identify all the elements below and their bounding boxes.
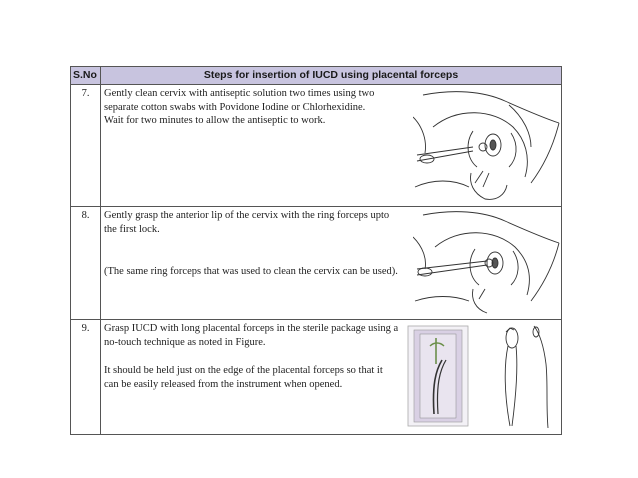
step-number: 9. bbox=[71, 320, 101, 434]
step-instruction: Grasp IUCD with long placental forceps in the sterile package using a no-touch technique as noted in Figure. bbox=[104, 323, 399, 348]
step-text-note bbox=[104, 265, 399, 279]
step-text bbox=[104, 209, 399, 236]
steps-column-header: Steps for insertion of IUCD using placental forceps bbox=[203, 69, 459, 81]
ring-forceps-grasp-illustration bbox=[413, 209, 561, 315]
table-row bbox=[71, 85, 561, 207]
step-content bbox=[101, 320, 561, 434]
step-instruction: Gently grasp the anterior lip of the cervix with the ring forceps upto the first lock. bbox=[104, 210, 390, 235]
table-row bbox=[71, 207, 561, 320]
iucd-package-and-placental-forceps-illustration bbox=[406, 324, 564, 430]
step-content bbox=[101, 85, 561, 206]
steps-table bbox=[70, 66, 562, 435]
step-text-note bbox=[104, 364, 399, 391]
step-number: 8. bbox=[71, 207, 101, 319]
table-row bbox=[71, 320, 561, 434]
table-header bbox=[71, 67, 561, 85]
step-text bbox=[104, 87, 399, 128]
step-text bbox=[104, 322, 399, 349]
step-number: 7. bbox=[71, 85, 101, 206]
step-instruction-note: It should be held just on the edge of the placental forceps so that it can be easily released from the instrument when opened. bbox=[104, 365, 383, 390]
step-instruction-note: Wait for two minutes to allow the antiseptic to work. bbox=[104, 115, 326, 126]
sno-column-header: S.No bbox=[71, 67, 101, 84]
cervix-cleaning-illustration bbox=[413, 87, 561, 203]
step-instruction: Gently clean cervix with antiseptic solution two times using two separate cotton swabs with Povidone Iodine or Chlorhexidine. bbox=[104, 88, 375, 113]
step-instruction-note: (The same ring forceps that was used to clean the cervix can be used). bbox=[104, 266, 398, 277]
step-content bbox=[101, 207, 561, 319]
